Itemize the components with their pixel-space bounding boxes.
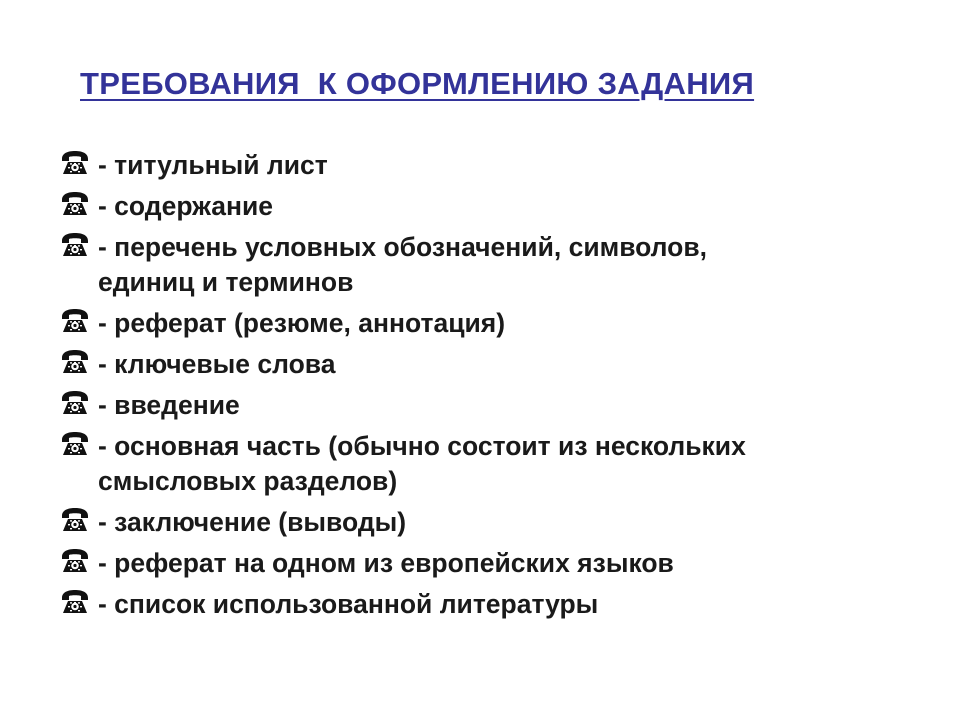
list-item	[60, 148, 920, 183]
telephone-icon	[60, 589, 92, 617]
telephone-icon	[60, 191, 92, 219]
list-item-text: - перечень условных обозначений, символов,	[98, 232, 708, 262]
list-item	[60, 388, 920, 423]
list-item-text: - реферат на одном из европейских языков	[98, 548, 674, 578]
list-item-text-continuation: смысловых разделов)	[98, 466, 398, 496]
list-item-text: - реферат (резюме, аннотация)	[98, 308, 506, 338]
list-item	[60, 546, 920, 581]
telephone-icon	[60, 431, 92, 459]
telephone-icon	[60, 548, 92, 576]
slide-title: ТРЕБОВАНИЯ К ОФОРМЛЕНИЮ ЗАДАНИЯ	[80, 66, 755, 101]
list-item-text: - основная часть (обычно состоит из нескольких	[98, 431, 746, 461]
list-item	[60, 189, 920, 224]
list-item-text: - титульный лист	[98, 150, 328, 180]
list-item-text: - список использованной литературы	[98, 589, 599, 619]
telephone-icon	[60, 150, 92, 178]
telephone-icon	[60, 232, 92, 260]
list-item	[60, 230, 920, 300]
list-item	[60, 429, 920, 499]
telephone-icon	[60, 308, 92, 336]
telephone-icon	[60, 390, 92, 418]
requirements-list	[60, 148, 920, 628]
list-item	[60, 347, 920, 382]
list-item-text: - содержание	[98, 191, 274, 221]
list-item-text-continuation: единиц и терминов	[98, 267, 354, 297]
telephone-icon	[60, 507, 92, 535]
list-item-text: - введение	[98, 390, 240, 420]
list-item-text: - заключение (выводы)	[98, 507, 407, 537]
list-item	[60, 306, 920, 341]
telephone-icon	[60, 349, 92, 377]
list-item-text: - ключевые слова	[98, 349, 336, 379]
list-item	[60, 505, 920, 540]
list-item	[60, 587, 920, 622]
